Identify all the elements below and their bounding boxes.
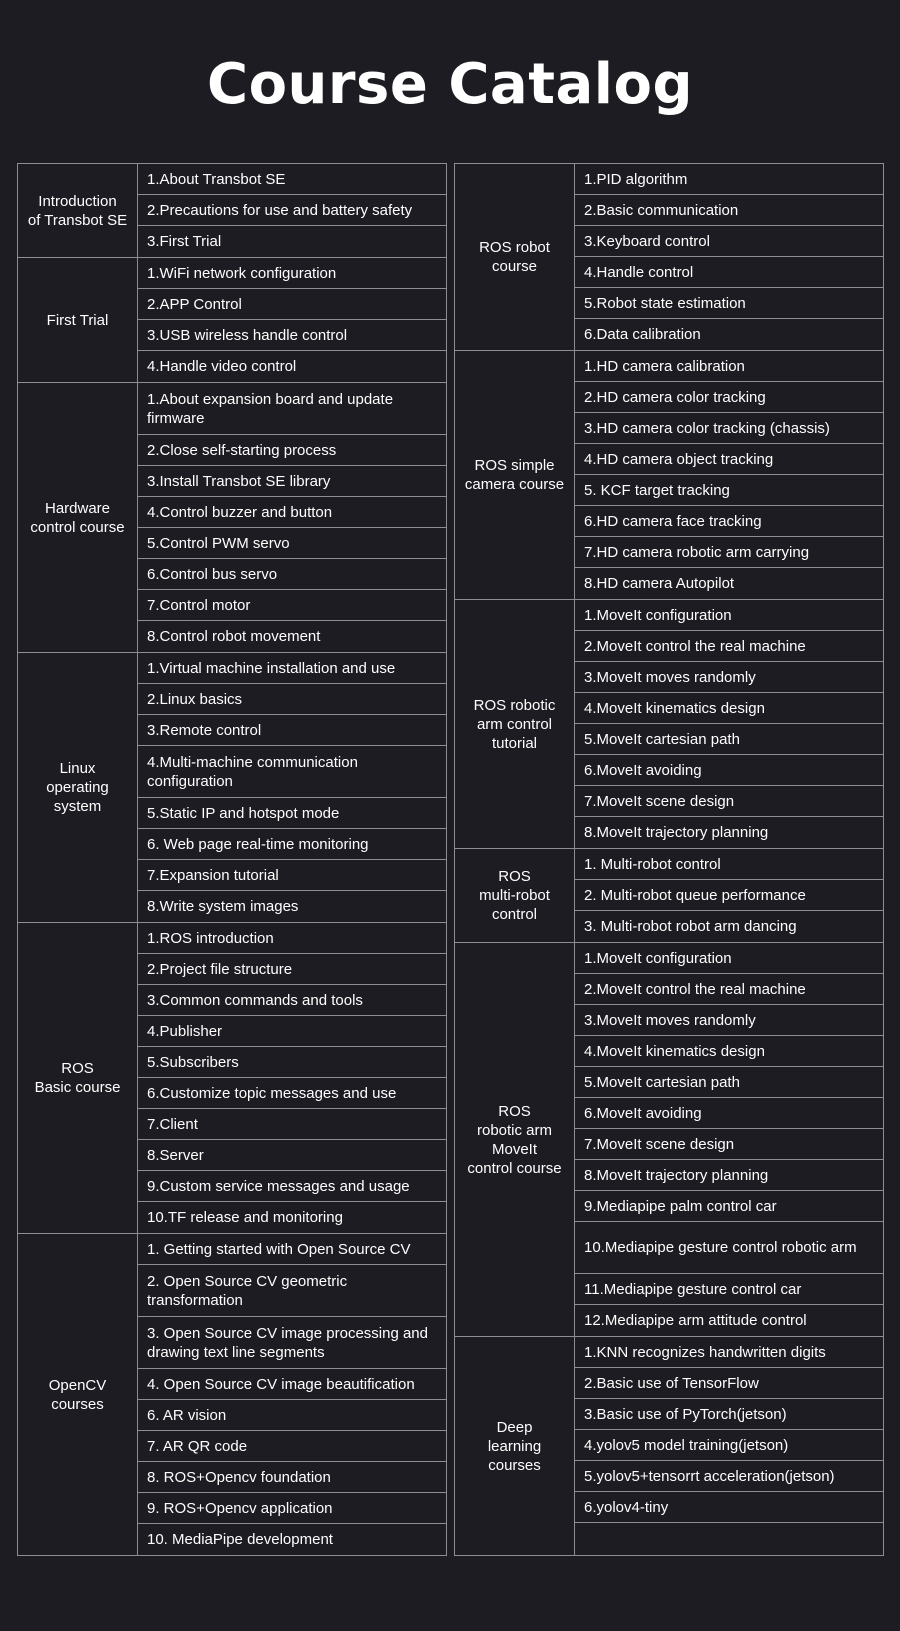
- group-name: Linux operating system: [18, 653, 138, 922]
- group-name: ROS multi-robot control: [455, 849, 575, 942]
- course-item: 10. MediaPipe development: [147, 1531, 333, 1548]
- course-item: 4.MoveIt kinematics design: [575, 1036, 883, 1067]
- course-item: 1.WiFi network configuration: [138, 258, 446, 289]
- course-item: 3.MoveIt moves randomly: [575, 1005, 883, 1036]
- course-item: 8.HD camera Autopilot: [584, 575, 735, 592]
- course-item: 2.Basic communication: [575, 195, 883, 226]
- course-item: 3. Multi-robot robot arm dancing: [584, 918, 797, 935]
- course-item: 6.Control bus servo: [138, 559, 446, 590]
- course-group-deep-learning-courses: [455, 1337, 883, 1555]
- course-item: 4.Handle control: [575, 257, 883, 288]
- course-item: 1. Multi-robot control: [575, 849, 883, 880]
- course-item: 3.Remote control: [138, 715, 446, 746]
- course-item: 5. KCF target tracking: [575, 475, 883, 506]
- course-item: 11.Mediapipe gesture control car: [575, 1274, 883, 1305]
- course-item: 1.PID algorithm: [575, 164, 883, 195]
- course-group-ros-robot-course: [455, 164, 883, 351]
- course-item: 4.Handle video control: [147, 358, 297, 375]
- course-item: 1.MoveIt configuration: [575, 600, 883, 631]
- course-group-ros-multi-robot-control: [455, 849, 883, 943]
- left-catalog-column: [17, 163, 447, 1556]
- course-item: 2.Linux basics: [138, 684, 446, 715]
- course-item: 8.MoveIt trajectory planning: [584, 824, 769, 841]
- course-item: 2.Project file structure: [138, 954, 446, 985]
- course-group-ros-basic-course: [18, 923, 446, 1234]
- course-item: 7.Control motor: [138, 590, 446, 621]
- course-item: 2. Open Source CV geometric transformation: [138, 1265, 446, 1317]
- course-item: 5.Robot state estimation: [575, 288, 883, 319]
- course-item: 2.MoveIt control the real machine: [575, 631, 883, 662]
- course-item: 10.TF release and monitoring: [147, 1209, 343, 1226]
- course-item: 9.Mediapipe palm control car: [575, 1191, 883, 1222]
- course-item: 6.Customize topic messages and use: [138, 1078, 446, 1109]
- course-item: 4.HD camera object tracking: [575, 444, 883, 475]
- course-group-ros-robotic-arm-control-tutorial: [455, 600, 883, 849]
- course-item: 1.Virtual machine installation and use: [138, 653, 446, 684]
- course-item: 1.About Transbot SE: [138, 164, 446, 195]
- course-item: 10.Mediapipe gesture control robotic arm: [575, 1222, 883, 1274]
- course-item: 6.MoveIt avoiding: [575, 755, 883, 786]
- course-item: 4.Publisher: [138, 1016, 446, 1047]
- group-name: Introduction of Transbot SE: [18, 164, 138, 257]
- course-item: 3. Open Source CV image processing and drawing text line segments: [138, 1317, 446, 1369]
- group-items: [575, 351, 883, 599]
- course-item: 6.yolov4-tiny: [575, 1492, 883, 1523]
- course-item: 3.Common commands and tools: [138, 985, 446, 1016]
- course-item: 1. Getting started with Open Source CV: [138, 1234, 446, 1265]
- course-item: 6. AR vision: [138, 1400, 446, 1431]
- course-item: 1.About expansion board and update firmware: [138, 383, 446, 435]
- course-group-ros-simple-camera-course: [455, 351, 883, 600]
- course-group-first-trial: [18, 258, 446, 383]
- course-item: 1.ROS introduction: [138, 923, 446, 954]
- course-group-linux-operating-system: [18, 653, 446, 923]
- group-items: [575, 943, 883, 1336]
- course-item: 12.Mediapipe arm attitude control: [584, 1312, 807, 1329]
- group-items: [138, 164, 446, 257]
- column-filler: [575, 1523, 883, 1555]
- course-item: 2.MoveIt control the real machine: [575, 974, 883, 1005]
- group-name: ROS robotic arm MoveIt control course: [455, 943, 575, 1336]
- course-item: 8.Server: [138, 1140, 446, 1171]
- course-item: 6.HD camera face tracking: [575, 506, 883, 537]
- course-item: 5.MoveIt cartesian path: [575, 1067, 883, 1098]
- course-item: 3.MoveIt moves randomly: [575, 662, 883, 693]
- course-item: 5.Subscribers: [138, 1047, 446, 1078]
- course-item: 5.MoveIt cartesian path: [575, 724, 883, 755]
- group-items: [575, 1337, 883, 1555]
- course-group-opencv-courses: [18, 1234, 446, 1555]
- group-name: Hardware control course: [18, 383, 138, 652]
- group-name: ROS robotic arm control tutorial: [455, 600, 575, 848]
- course-item: 6.Data calibration: [584, 326, 701, 343]
- course-item: 7.HD camera robotic arm carrying: [575, 537, 883, 568]
- course-item: 5.yolov5+tensorrt acceleration(jetson): [575, 1461, 883, 1492]
- course-item: 9.Custom service messages and usage: [138, 1171, 446, 1202]
- course-item: 4.yolov5 model training(jetson): [575, 1430, 883, 1461]
- course-item: 1.HD camera calibration: [575, 351, 883, 382]
- group-items: [138, 258, 446, 382]
- course-group-introduction-of-transbot-se: [18, 164, 446, 258]
- group-name: ROS robot course: [455, 164, 575, 350]
- group-items: [575, 164, 883, 350]
- course-item: 3.HD camera color tracking (chassis): [575, 413, 883, 444]
- course-item: 2.Close self-starting process: [138, 435, 446, 466]
- course-item: 3.Keyboard control: [575, 226, 883, 257]
- course-item: 1.KNN recognizes handwritten digits: [575, 1337, 883, 1368]
- group-items: [138, 383, 446, 652]
- course-item: 4. Open Source CV image beautification: [138, 1369, 446, 1400]
- course-item: 7.Client: [138, 1109, 446, 1140]
- group-items: [138, 1234, 446, 1555]
- course-item: 4.MoveIt kinematics design: [575, 693, 883, 724]
- course-item: 8.MoveIt trajectory planning: [575, 1160, 883, 1191]
- course-item: 4.Multi-machine communication configuration: [138, 746, 446, 798]
- course-item: 9. ROS+Opencv application: [138, 1493, 446, 1524]
- group-name: Deep learning courses: [455, 1337, 575, 1555]
- course-item: 4.Control buzzer and button: [138, 497, 446, 528]
- group-name: First Trial: [18, 258, 138, 382]
- course-group-ros-robotic-arm-moveit-control-course: [455, 943, 883, 1337]
- course-item: 1.MoveIt configuration: [575, 943, 883, 974]
- course-item: 2. Multi-robot queue performance: [575, 880, 883, 911]
- course-item: 5.Static IP and hotspot mode: [138, 798, 446, 829]
- course-item: 8. ROS+Opencv foundation: [138, 1462, 446, 1493]
- course-item: 6. Web page real-time monitoring: [138, 829, 446, 860]
- page-title: Course Catalog: [206, 52, 694, 117]
- course-item: 3.Install Transbot SE library: [138, 466, 446, 497]
- group-items: [138, 653, 446, 922]
- group-items: [575, 849, 883, 942]
- course-item: 7.MoveIt scene design: [575, 1129, 883, 1160]
- course-item: 2.HD camera color tracking: [575, 382, 883, 413]
- course-item: 3.First Trial: [147, 233, 222, 250]
- course-item: 8.Control robot movement: [147, 628, 321, 645]
- course-item: 7.Expansion tutorial: [138, 860, 446, 891]
- course-item: 2.APP Control: [138, 289, 446, 320]
- course-item: 3.Basic use of PyTorch(jetson): [575, 1399, 883, 1430]
- course-group-hardware-control-course: [18, 383, 446, 653]
- group-name: ROS Basic course: [18, 923, 138, 1233]
- course-item: 5.Control PWM servo: [138, 528, 446, 559]
- group-items: [138, 923, 446, 1233]
- course-item: 3.USB wireless handle control: [138, 320, 446, 351]
- course-item: 2.Precautions for use and battery safety: [138, 195, 446, 226]
- group-items: [575, 600, 883, 848]
- course-item: 7. AR QR code: [138, 1431, 446, 1462]
- course-item: 6.MoveIt avoiding: [575, 1098, 883, 1129]
- course-item: 8.Write system images: [147, 898, 299, 915]
- right-catalog-column: [454, 163, 884, 1556]
- group-name: ROS simple camera course: [455, 351, 575, 599]
- course-item: 2.Basic use of TensorFlow: [575, 1368, 883, 1399]
- group-name: OpenCV courses: [18, 1234, 138, 1555]
- course-item: 7.MoveIt scene design: [575, 786, 883, 817]
